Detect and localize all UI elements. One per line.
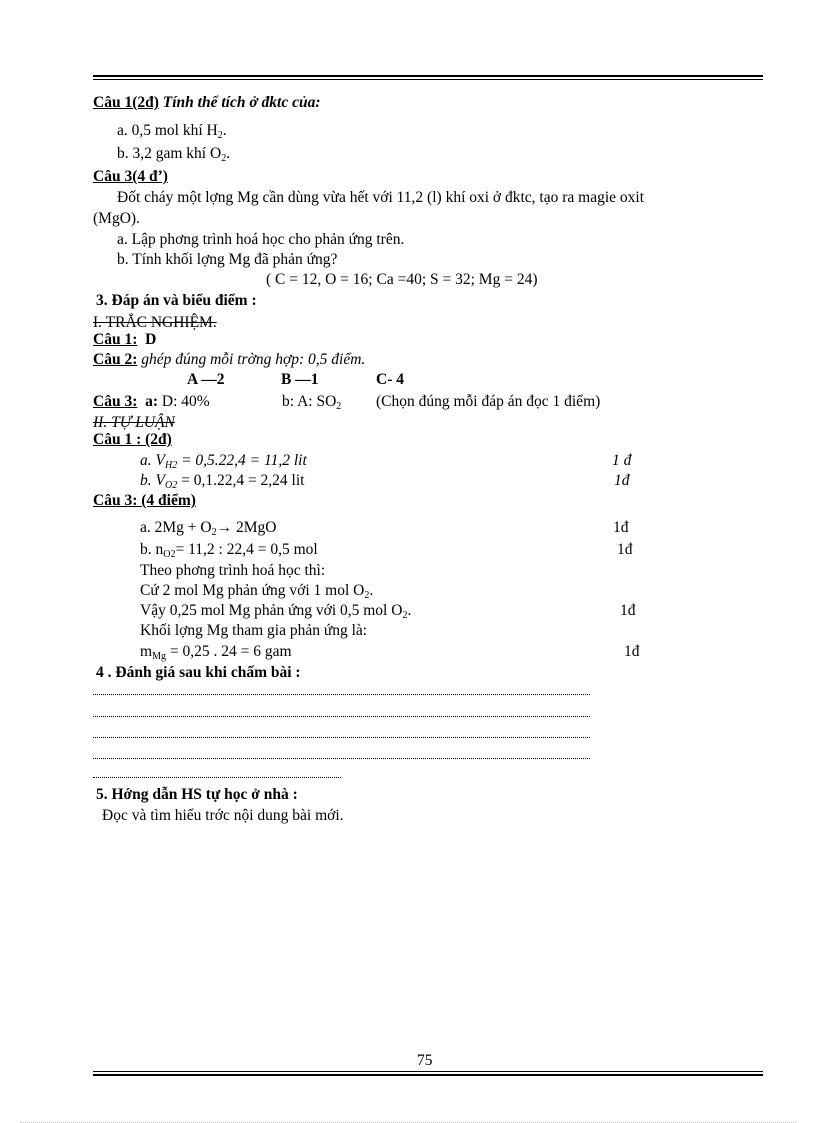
equation-score: 1đ <box>613 519 629 536</box>
moles-score: 1đ <box>617 541 633 558</box>
section5-text: Đọc và tìm hiểu trớc nội dung bài mới. <box>102 807 344 824</box>
answer-c3-note: (Chọn đúng mỗi đáp án đọc 1 điểm) <box>376 393 601 410</box>
dotted-line <box>93 737 590 738</box>
dotted-line <box>93 758 590 759</box>
answer-c1: Câu 1: D <box>93 331 157 348</box>
page-number: 75 <box>417 1052 433 1069</box>
section5-title: 5. Hớng dẫn HS tự học ở nhà : <box>96 786 298 803</box>
vay-line: Vậy 0,25 mol Mg phản ứng với 0,5 mol $O_2$. <box>140 602 412 621</box>
match-b: B —1 <box>281 371 319 388</box>
footer-rule-thin <box>93 1071 763 1072</box>
part2-q1b: b. $V_{O2} = 0,1.22,4 = 2,24$ lit <box>140 472 305 491</box>
match-a: A —2 <box>187 371 225 388</box>
part2-q3-label: Câu 3: (4 điểm) <box>93 492 196 509</box>
theo-line: Theo phơng trình hoá học thì: <box>140 562 326 579</box>
dotted-line <box>93 694 590 695</box>
footer-rule-thick <box>93 1074 763 1076</box>
part2-q1a: a. $V_{H2} = 0,5.22,4 = 11,2$ lit <box>140 452 307 471</box>
answer-c3: Câu 3: a: D: 40% <box>93 393 210 410</box>
vay-score: 1đ <box>620 602 636 619</box>
dotted-line <box>93 777 341 778</box>
part2-q1a-score: 1 đ <box>612 452 632 469</box>
q3-item-b: b. Tính khối lợng Mg đã phản ứng? <box>117 251 338 268</box>
mass-score: 1đ <box>624 643 640 660</box>
moles-line: b. $n_{O2}= 11,2$ : 22,4 = 0,5 mol <box>140 541 318 560</box>
cu-line: Cứ 2 mol Mg phản ứng với 1 mol $O_2$. <box>140 582 374 601</box>
equation-line: a. $2Mg + O_2\to 2MgO$ <box>140 519 277 538</box>
part2-q1b-score: 1đ <box>614 472 630 489</box>
header-rule-thin <box>93 79 763 80</box>
arrow-icon: → <box>216 519 233 536</box>
q3-body-line1: Đốt cháy một lợng Mg cần dùng vừa hết với 11,2 (l) khí oxi ở đktc, tạo ra magie oxit <box>117 189 645 206</box>
q1-heading: Câu 1(2đ) Tính thể tích ở đktc của: <box>93 94 321 111</box>
part2-title: II. TỰ LUẬN <box>93 414 175 431</box>
answer-c2: Câu 2: ghép đúng mỗi trờng hợp: 0,5 điểm. <box>93 351 366 368</box>
q1-item-a: a. 0,5 mol khí $H_2$. <box>117 122 227 141</box>
header-rule-thick <box>93 75 763 77</box>
khoi-line: Khối lợng Mg tham gia phản ứng là: <box>140 622 368 639</box>
part1-title: I. TRẮC NGHIỆM. <box>93 314 217 331</box>
q3-heading: Câu 3(4 đ’) <box>93 168 168 185</box>
q3-body-line2: (MgO). <box>93 210 140 227</box>
q1-item-b: b. 3,2 gam khí $O_2$. <box>117 145 231 164</box>
section4-title: 4 . Đánh giá sau khi chấm bài : <box>96 664 301 681</box>
atomic-masses: ( C = 12, O = 16; Ca =40; S = 32; Mg = 24) <box>266 271 538 288</box>
part2-q1-label: Câu 1 : (2đ) <box>93 431 172 448</box>
answer-c3-b: b: A: $SO_2$ <box>282 393 342 412</box>
section3-title: 3. Đáp án và biểu điểm : <box>96 292 257 309</box>
dotted-line <box>93 716 590 717</box>
q3-item-a: a. Lập phơng trình hoá học cho phản ứng trên. <box>117 231 405 248</box>
mass-line: $m_{Mg} = 0,25$ . 24 = 6 gam <box>140 643 292 662</box>
match-c: C- 4 <box>376 371 404 388</box>
